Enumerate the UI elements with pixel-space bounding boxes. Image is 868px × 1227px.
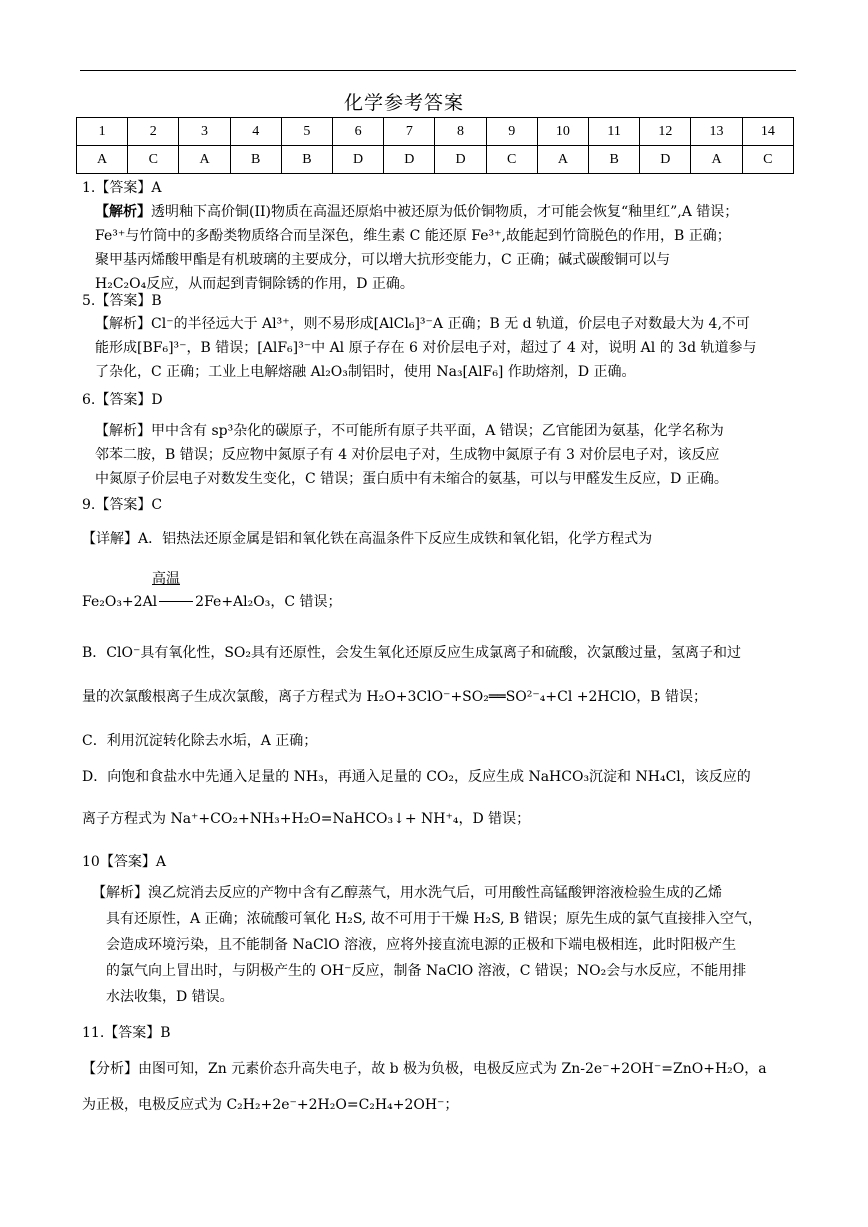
q9-line-a: A．铝热法还原金属是铝和氧化铁在高温条件下反应生成铁和氧化铝，化学方程式为 — [138, 531, 653, 547]
q10-answer-heading: 10【答案】A — [82, 854, 166, 870]
q9-equation-right: 2Fe+Al₂O₃，C 错误； — [195, 594, 342, 610]
answer-cell: A — [179, 146, 230, 174]
answer-cell: A — [691, 146, 742, 174]
q11-analysis-line-1 — [82, 1058, 767, 1078]
answer-cell: D — [435, 146, 486, 174]
page-title: 化学参考答案 — [344, 92, 465, 114]
q9-equation-arrow — [159, 601, 193, 602]
q9-intro — [82, 528, 652, 548]
question-number-cell: 2 — [128, 118, 179, 146]
question-number-cell: 4 — [230, 118, 281, 146]
q9-reaction-condition: 高温 — [152, 571, 180, 587]
q1-line-3: 聚甲基丙烯酸甲酯是有机玻璃的主要成分，可以增大抗形变能力，C 正确；碱式碳酸铜可以与 — [95, 252, 671, 268]
q5-line-3: 了杂化，C 正确；工业上电解熔融 Al₂O₃制铝时，使用 Na₃[AlF₆] 作助熔剂，D 正确。 — [95, 364, 636, 380]
question-number-cell: 13 — [691, 118, 742, 146]
question-number-cell: 11 — [589, 118, 640, 146]
q10-line-3: 会造成环境污染，且不能制备 NaClO 溶液，应将外接直流电源的正极和下端电极相连，此时阳极产生 — [106, 937, 737, 953]
q6-answer-heading: 6.【答案】D — [82, 392, 163, 408]
q9-answer-heading: 9.【答案】C — [82, 497, 163, 513]
q5-tag: 【解析】 — [95, 316, 151, 332]
question-number-cell: 14 — [742, 118, 793, 146]
q11-answer-heading: 11.【答案】B — [82, 1025, 171, 1041]
q9-option-b-line-2: 量的次氯酸根离子生成次氯酸，离子方程式为 H₂O+3ClO⁻+SO₂══SO²⁻₄+Cl +2HClO，B 错误； — [82, 689, 708, 705]
answer-cell: A — [537, 146, 588, 174]
q1-line-2: Fe³⁺与竹筒中的多酚类物质络合而呈深色，维生素 C 能还原 Fe³⁺,故能起到竹筒脱色的作用，B 正确； — [95, 228, 731, 244]
q5-answer-heading: 5.【答案】B — [82, 293, 162, 309]
q10-explanation — [92, 880, 812, 1010]
answer-table-number-row — [77, 118, 794, 146]
q6-tag: 【解析】 — [95, 423, 151, 439]
answer-cell: B — [230, 146, 281, 174]
q9-option-c: C．利用沉淀转化除去水垢，A 正确； — [82, 733, 318, 749]
q9-equation-left: Fe₂O₃+2Al — [82, 594, 158, 610]
question-number-cell: 9 — [486, 118, 537, 146]
q5-line-2: 能形成[BF₆]³⁻，B 错误；[AlF₆]³⁻中 Al 原子存在 6 对价层电子对，超过了 4 对，说明 Al 的 3d 轨道参与 — [95, 340, 757, 356]
q11-tag: 【分析】 — [82, 1061, 138, 1077]
q10-line-1: 溴乙烷消去反应的产物中含有乙醇蒸气，用水洗气后，可用酸性高锰酸钾溶液检验生成的乙烯 — [148, 885, 722, 901]
q9-option-b-line-1: B．ClO⁻具有氧化性，SO₂具有还原性，会发生氧化还原反应生成氯离子和硫酸，次氯酸过量，氢离子和过 — [82, 645, 742, 661]
q1-tag: 【解析】 — [95, 204, 151, 220]
question-number-cell: 5 — [281, 118, 332, 146]
answer-table — [76, 117, 794, 174]
header-rule — [80, 70, 796, 71]
q1-answer-heading: 1.【答案】A — [82, 180, 162, 196]
q6-line-1: 甲中含有 sp³杂化的碳原子，不可能所有原子共平面，A 错误；乙官能团为氨基，化学名称为 — [151, 423, 724, 439]
q10-line-5: 水法收集，D 错误。 — [106, 989, 234, 1005]
question-number-cell: 7 — [384, 118, 435, 146]
answer-cell: B — [281, 146, 332, 174]
question-number-cell: 8 — [435, 118, 486, 146]
q9-equation — [82, 591, 342, 611]
answer-cell: A — [77, 146, 128, 174]
q6-line-3: 中氮原子价层电子对数发生变化，C 错误；蛋白质中有未缩合的氨基，可以与甲醛发生反应，D 正确。 — [95, 471, 728, 487]
question-number-cell: 3 — [179, 118, 230, 146]
q1-line-4: H₂C₂O₄反应，从而起到青铜除锈的作用，D 正确。 — [95, 276, 414, 292]
question-number-cell: 6 — [333, 118, 384, 146]
q9-option-d-line-1: D．向饱和食盐水中先通入足量的 NH₃，再通入足量的 CO₂，反应生成 NaHCO₃沉淀和 NH₄Cl，该反应的 — [82, 769, 751, 785]
answer-cell: C — [742, 146, 793, 174]
q10-tag: 【解析】 — [92, 885, 148, 901]
answer-cell: B — [589, 146, 640, 174]
answer-cell: D — [640, 146, 691, 174]
answer-table-answer-row — [77, 146, 794, 174]
q11-line-1-text: 由图可知，Zn 元素价态升高失电子，故 b 极为负极，电极反应式为 Zn-2e⁻+2OH⁻=ZnO+H₂O，a — [138, 1061, 767, 1077]
answer-cell: D — [333, 146, 384, 174]
answer-cell: D — [384, 146, 435, 174]
question-number-cell: 12 — [640, 118, 691, 146]
q6-explanation — [95, 419, 815, 491]
question-number-cell: 1 — [77, 118, 128, 146]
q5-line-1: Cl⁻的半径远大于 Al³⁺，则不易形成[AlCl₆]³⁻A 正确；B 无 d 轨道，价层电子对数最大为 4,不可 — [151, 316, 750, 332]
q10-line-2: 具有还原性，A 正确；浓硫酸可氧化 H₂S, 故不可用于干燥 H₂S, B 错误；原先生成的氯气直接排入空气， — [106, 911, 762, 927]
q11-analysis-line-2: 为正极，电极反应式为 C₂H₂+2e⁻+2H₂O=C₂H₄+2OH⁻； — [82, 1097, 459, 1113]
q1-line-1: 透明釉下高价铜(II)物质在高温还原焰中被还原为低价铜物质，才可能会恢复“釉里红”,A 错误； — [151, 204, 739, 220]
q6-line-2: 邻苯二胺，B 错误；反应物中氮原子有 4 对价层电子对，生成物中氮原子有 3 对价层电子对，该反应 — [95, 447, 720, 463]
q9-tag: 【详解】 — [82, 531, 138, 547]
answer-cell: C — [128, 146, 179, 174]
q10-line-4: 的氯气向上冒出时，与阴极产生的 OH⁻反应，制备 NaClO 溶液，C 错误；NO₂会与水反应，不能用排 — [106, 963, 747, 979]
q9-option-d-line-2: 离子方程式为 Na⁺+CO₂+NH₃+H₂O=NaHCO₃↓+ NH⁺₄，D 错误； — [82, 811, 531, 827]
question-number-cell: 10 — [537, 118, 588, 146]
q1-explanation — [95, 200, 815, 296]
answer-cell: C — [486, 146, 537, 174]
q5-explanation — [95, 312, 815, 384]
